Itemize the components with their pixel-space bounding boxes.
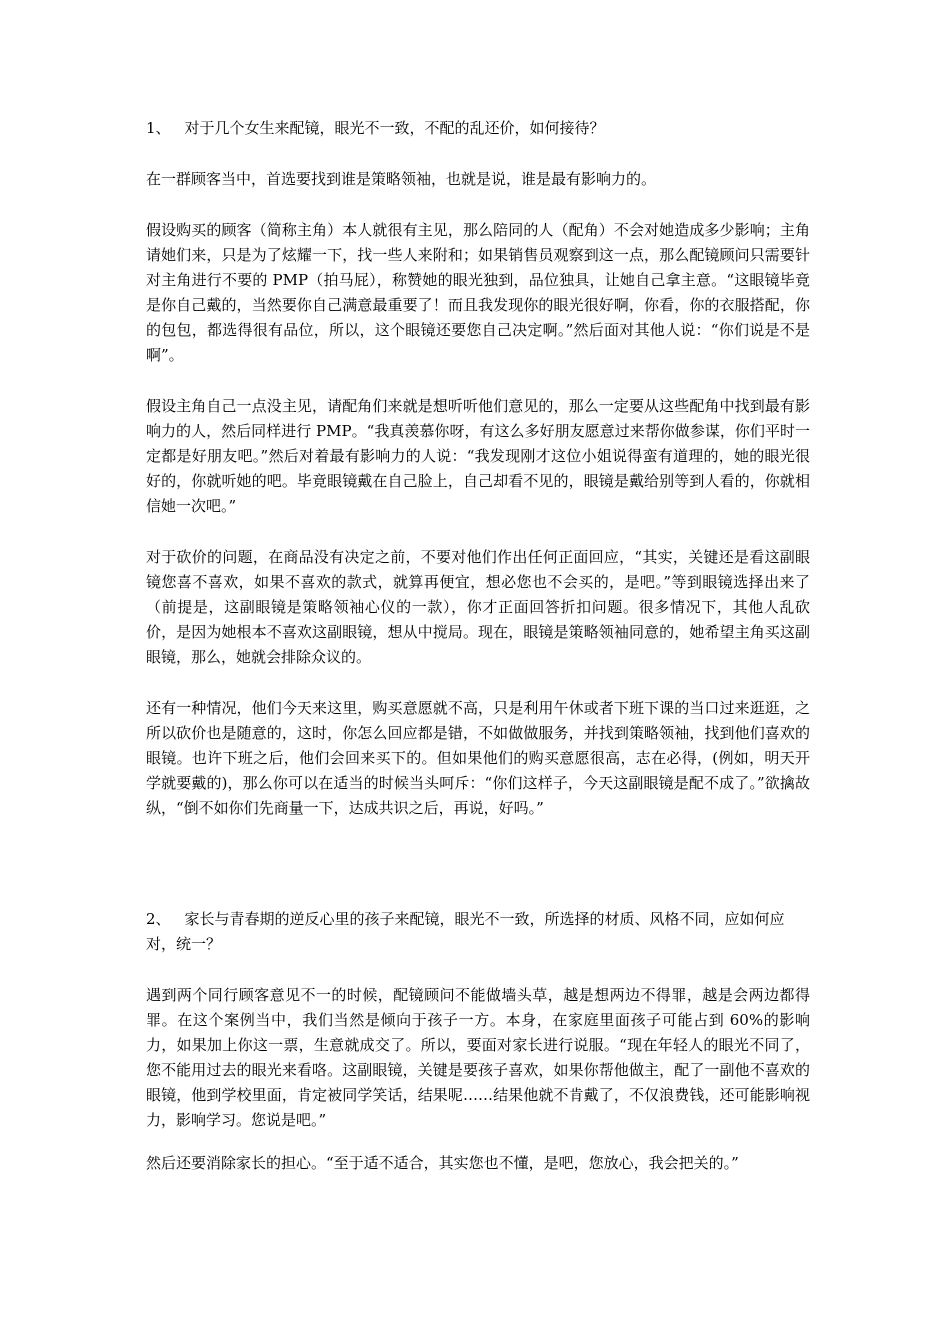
section-1-heading — [146, 116, 810, 141]
section-1-question: 对于几个女生来配镜，眼光不一致，不配的乱还价，如何接待？ — [184, 119, 605, 137]
section-1-paragraph-3: 假设主角自己一点没主见，请配角们来就是想听听他们意见的，那么一定要从这些配角中找到最有影响力的人，然后同样进行 PMP。“我真羡慕你呀，有这么多好朋友愿意过来帮你做参谋，你们平时一定都是好朋友吧。”然后对着最有影响力的人说：“我发现刚才这位小姐说得蛮有道理的，她的眼光很好的，你就听她的吧。毕竟眼镜戴在自己脸上，自己却看不见的，眼镜是戴给别等到人看的，你就相信她一次吧。” — [146, 397, 810, 515]
section-2-question: 家长与青春期的逆反心里的孩子来配镜，眼光不一致，所选择的材质、风格不同，应如何应对，统一？ — [146, 910, 785, 953]
section-1-paragraph-5: 还有一种情况，他们今天来这里，购买意愿就不高，只是利用午休或者下班下课的当口过来逛逛，之所以砍价也是随意的，这时，你怎么回应都是错，不如做做服务，并找到策略领袖，找到他们喜欢的眼镜。也许下班之后，他们会回来买下的。但如果他们的购买意愿很高，志在必得，(例如，明天开学就要戴的)，那么你可以在适当的时候当头呵斥：“你们这样子，今天这副眼镜是配不成了。”欲擒故纵，“倒不如你们先商量一下，达成共识之后，再说，好吗。” — [146, 699, 810, 817]
section-1-paragraph-1: 在一群顾客当中，首选要找到谁是策略领袖，也就是说，谁是最有影响力的。 — [146, 170, 657, 188]
section-1-paragraph-2: 假设购买的顾客（简称主角）本人就很有主见，那么陪同的人（配角）不会对她造成多少影响；主角请她们来，只是为了炫耀一下，找一些人来附和；如果销售员观察到这一点，那么配镜顾问只需要针对主角进行不要的 PMP（拍马屁），称赞她的眼光独到，品位独具，让她自己拿主意。“这眼镜毕竟是你自己戴的，当然要你自己满意最重要了！而且我发现你的眼光很好啊，你看，你的衣服搭配，你的包包，都选得很有品位，所以，这个眼镜还要您自己决定啊。”然后面对其他人说：“你们说是不是啊”。 — [146, 221, 810, 364]
section-2-paragraph-2: 然后还要消除家长的担心。“至于适不适合，其实您也不懂，是吧，您放心，我会把关的。” — [146, 1154, 739, 1172]
section-1-paragraph-4: 对于砍价的问题，在商品没有决定之前，不要对他们作出任何正面回应，“其实，关键还是看这副眼镜您喜不喜欢，如果不喜欢的款式，就算再便宜，想必您也不会买的，是吧。”等到眼镜选择出来了（前提是，这副眼镜是策略领袖心仪的一款），你才正面回答折扣问题。很多情况下，其他人乱砍价，是因为她根本不喜欢这副眼镜，想从中搅局。现在，眼镜是策略领袖同意的，她希望主角买这副眼镜，那么，她就会排除众议的。 — [146, 548, 810, 666]
document-page — [146, 116, 810, 1202]
section-1-number: 1、 — [146, 119, 171, 137]
section-2-heading — [146, 907, 810, 957]
section-2-paragraph-1: 遇到两个同行顾客意见不一的时候，配镜顾问不能做墙头草，越是想两边不得罪，越是会两边都得罪。在这个案例当中，我们当然是倾向于孩子一方。本身，在家庭里面孩子可能占到 60%的影响力，如果加上你这一票，生意就成交了。所以，要面对家长进行说服。“现在年轻人的眼光不同了，您不能用过去的眼光来看咯。这副眼镜，关键是要孩子喜欢，如果你帮他做主，配了一副他不喜欢的眼镜，他到学校里面，肯定被同学笑话，结果呢……结果他就不肯戴了，不仅浪费钱，还可能影响视力，影响学习。您说是吧。” — [146, 986, 810, 1129]
section-spacer — [146, 847, 810, 907]
section-2-number: 2、 — [146, 910, 171, 928]
